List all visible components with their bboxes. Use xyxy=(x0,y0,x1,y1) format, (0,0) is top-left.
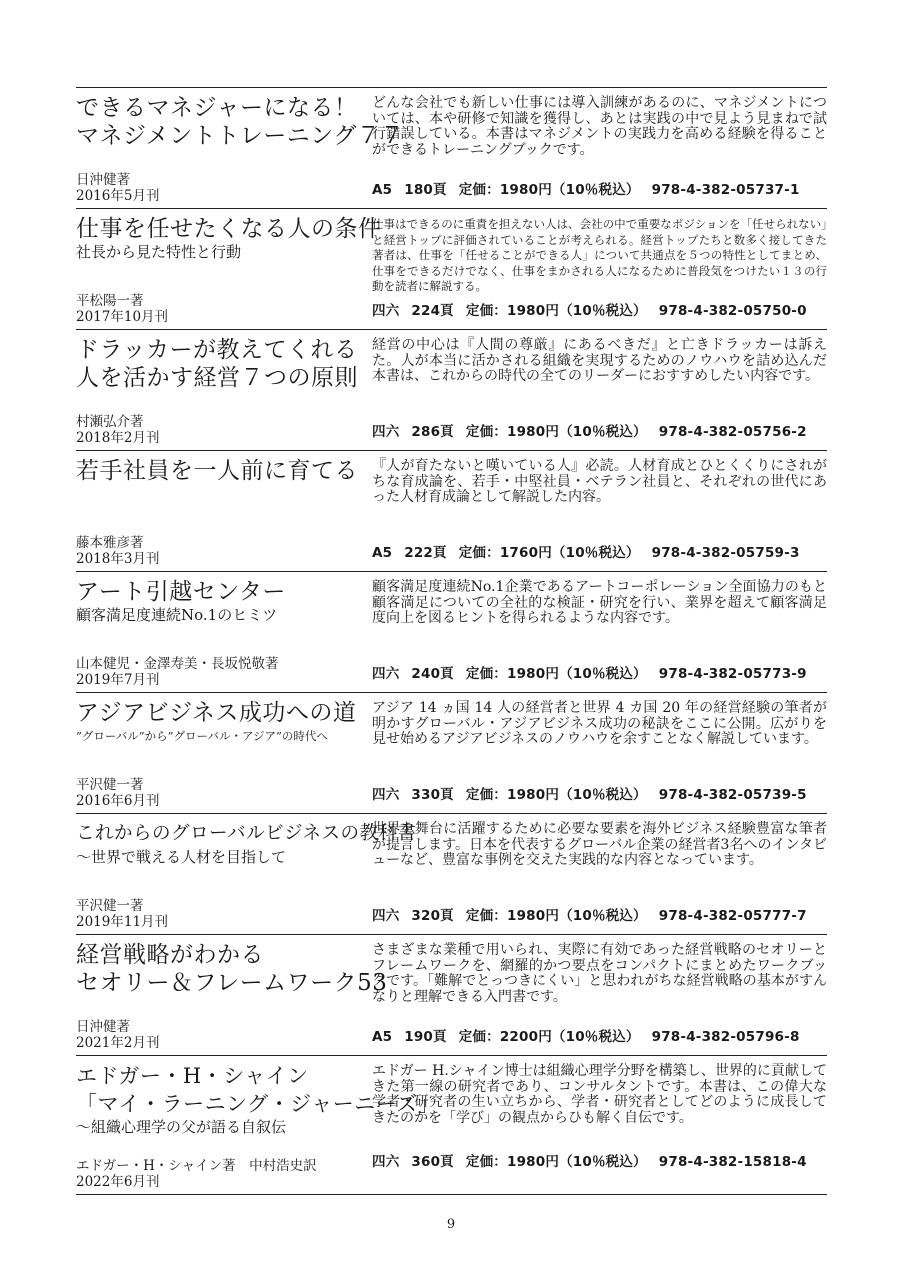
book-subtitle: ～組織心理学の父が語る自叙伝 xyxy=(76,1118,287,1136)
book-price: 定価：2200円（10％税込） xyxy=(458,1029,640,1045)
book-entry xyxy=(76,209,827,330)
book-pages: 360頁 xyxy=(411,1154,454,1170)
book-title: 若手社員を一人前に育てる xyxy=(76,458,358,484)
book-title: エドガー・H・シャイン 「マイ・ラーニング・ジャーニーズ」 xyxy=(76,1064,440,1116)
book-title: 経営戦略がわかる セオリー＆フレームワーク53 xyxy=(76,942,388,996)
book-info-block xyxy=(372,701,827,811)
book-date: 2019年7月刊 xyxy=(76,672,160,688)
book-price: 定価：1980円（10％税込） xyxy=(458,182,640,198)
book-format: 四六 xyxy=(372,908,400,924)
book-format: 四六 xyxy=(372,666,400,682)
book-spec xyxy=(372,1150,827,1170)
book-title: これからのグローバルビジネスの教科書 xyxy=(76,823,417,844)
book-price: 定価：1980円（10％税込） xyxy=(465,303,647,319)
book-entry xyxy=(76,935,827,1056)
book-pages: 286頁 xyxy=(411,424,454,440)
book-date: 2016年6月刊 xyxy=(76,793,160,809)
book-spec xyxy=(372,299,827,319)
book-title-block xyxy=(76,457,366,567)
book-title: アート引越センター xyxy=(76,579,286,605)
book-description: 経営の中心は『人間の尊厳』にあるべきだ』と亡きドラッカーは訴えた。人が本当に活かされる組織を実現するためのノウハウを詰め込んだ本書は、これからの時代の全てのリーダーにおすすめしたい内容です。 xyxy=(372,337,827,384)
book-author: エドガー・H・シャイン著 中村浩史訳 xyxy=(76,1158,317,1174)
book-description: 仕事はできるのに重責を担えない人は、会社の中で重要なポジションを「任せられない」と経営トップに評価されていることが考えられる。経営トップたちと数多く接してきた著者は、仕事を「任せることができる人」について共通点を５つの特性としてまとめ、仕事をできるだけでなく、仕事をまかされる人になるために普段気をつけたい１３の行動を読者に解説する。 xyxy=(372,217,827,293)
book-pages: 224頁 xyxy=(411,303,454,319)
book-description: どんな会社でも新しい仕事には導入訓練があるのに、マネジメントについては、本や研修で知識を獲得し、あとは実践の中で見よう見まねで試行錯誤している。本書はマネジメントの実践力を高める経験を得ることができるトレーニングブックです。 xyxy=(372,95,827,158)
book-isbn: 978-4-382-05756-2 xyxy=(658,424,807,440)
book-format: A5 xyxy=(372,182,393,198)
book-catalog-page xyxy=(76,87,827,1195)
book-subtitle: ”グローバル”から”グローバル・アジア”の時代へ xyxy=(76,729,328,743)
book-spec xyxy=(372,178,827,198)
book-spec xyxy=(372,904,827,924)
book-pages: 320頁 xyxy=(411,908,454,924)
book-description: 『人が育たないと嘆いている人』必読。人材育成とひとくくりにされがちな育成論を、若手・中堅社員・ベテラン社員と、それぞれの世代にあった人材育成論として解説した内容。 xyxy=(372,458,827,505)
book-info-block xyxy=(372,217,827,327)
book-title: アジアビジネス成功への道 xyxy=(76,700,357,726)
book-title: ドラッカーが教えてくれる 人を活かす経営７つの原則 xyxy=(76,337,358,391)
book-title: できるマネジャーになる！ マネジメントトレーニング７７ xyxy=(76,95,404,149)
book-spec xyxy=(372,420,827,440)
book-date: 2021年2月刊 xyxy=(76,1035,160,1051)
book-isbn: 978-4-382-05777-7 xyxy=(658,908,807,924)
book-format: 四六 xyxy=(372,787,400,803)
book-pages: 330頁 xyxy=(411,787,454,803)
book-info-block xyxy=(372,1064,827,1192)
book-price: 定価：1980円（10％税込） xyxy=(465,787,647,803)
book-author: 村瀬弘介著 xyxy=(76,414,144,430)
book-author: 平沢健一著 xyxy=(76,777,144,793)
book-description: 世界を舞台に活躍するために必要な要素を海外ビジネス経験豊富な筆者が提言します。日本を代表するグローバル企業の経営者3名へのインタビューなど、豊富な事例を交えた実践的な内容となっています。 xyxy=(372,821,827,868)
book-spec xyxy=(372,1025,827,1045)
book-price: 定価：1760円（10％税込） xyxy=(458,545,640,561)
book-entry xyxy=(76,814,827,935)
book-date: 2016年5月刊 xyxy=(76,188,160,204)
book-price: 定価：1980円（10％税込） xyxy=(465,666,647,682)
book-entry xyxy=(76,330,827,451)
book-author: 日沖健著 xyxy=(76,1019,130,1035)
book-isbn: 978-4-382-05737-1 xyxy=(651,182,800,198)
book-description: アジア 14 ヵ国 14 人の経営者と世界 4 カ国 20 年の経営経験の筆者が明かすグローバル・アジアビジネス成功の秘訣をここに公開。広がりを見せ始めるアジアビジネスのノウハウを余すことなく解説しています。 xyxy=(372,700,827,747)
book-info-block xyxy=(372,338,827,448)
book-info-block xyxy=(372,943,827,1053)
book-pages: 180頁 xyxy=(404,182,447,198)
book-date: 2018年3月刊 xyxy=(76,551,160,567)
book-spec xyxy=(372,783,827,803)
book-date: 2022年6月刊 xyxy=(76,1174,160,1190)
book-description: エドガー H.シャイン博士は組織心理学分野を構築し、世界的に貢献してきた第一線の研究者であり、コンサルタントです。本書は、この偉大な学者・研究者の生い立ちから、学者・研究者としてどのように成長してきたのかを「学び」の観点からひも解く自伝です。 xyxy=(372,1063,827,1126)
book-format: 四六 xyxy=(372,303,400,319)
book-date: 2018年2月刊 xyxy=(76,430,160,446)
book-isbn: 978-4-382-05739-5 xyxy=(658,787,807,803)
book-isbn: 978-4-382-05796-8 xyxy=(651,1029,800,1045)
book-price: 定価：1980円（10％税込） xyxy=(465,424,647,440)
book-description: さまざまな業種で用いられ、実際に有効であった経営戦略のセオリーとフレームワークを、網羅的かつ要点をコンパクトにまとめたワークブックです。「難解でとっつきにくい」と思われがちな経営戦略の基本がすんなりと理解できる入門書です。 xyxy=(372,942,827,1005)
book-date: 2019年11月刊 xyxy=(76,914,169,930)
book-isbn: 978-4-382-05759-3 xyxy=(651,545,800,561)
book-subtitle: ～世界で戦える人材を目指して xyxy=(76,848,287,866)
book-title: 仕事を任せたくなる人の条件 xyxy=(76,216,382,242)
book-entry xyxy=(76,451,827,572)
book-price: 定価：1980円（10％税込） xyxy=(465,908,647,924)
book-entry xyxy=(76,572,827,693)
book-info-block xyxy=(372,580,827,690)
book-spec xyxy=(372,662,827,682)
book-info-block xyxy=(372,459,827,569)
book-pages: 240頁 xyxy=(411,666,454,682)
book-format: A5 xyxy=(372,1029,393,1045)
book-author: 山本健児・金澤寿美・長坂悦敬著 xyxy=(76,656,279,672)
book-entry xyxy=(76,693,827,814)
page-number: 9 xyxy=(446,1217,456,1232)
book-isbn: 978-4-382-05773-9 xyxy=(658,666,807,682)
book-description: 顧客満足度連続No.1企業であるアートコーポレーション全面協力のもと顧客満足についての全社的な検証・研究を行い、業界を超えて顧客満足度向上を図るヒントを得られるような内容です。 xyxy=(372,579,827,626)
book-isbn: 978-4-382-15818-4 xyxy=(658,1154,807,1170)
book-format: 四六 xyxy=(372,424,400,440)
book-pages: 222頁 xyxy=(404,545,447,561)
book-author: 藤本雅彦著 xyxy=(76,535,144,551)
book-price: 定価：1980円（10％税込） xyxy=(465,1154,647,1170)
book-date: 2017年10月刊 xyxy=(76,309,169,325)
book-info-block xyxy=(372,96,827,206)
book-title-block xyxy=(76,699,366,809)
book-format: 四六 xyxy=(372,1154,400,1170)
book-subtitle: 顧客満足度連続No.1のヒミツ xyxy=(76,606,278,624)
book-title-block xyxy=(76,578,366,688)
book-entry xyxy=(76,88,827,209)
book-title-block xyxy=(76,336,366,446)
book-subtitle: 社長から見た特性と行動 xyxy=(76,243,242,261)
book-author: 平松陽一著 xyxy=(76,293,144,309)
book-info-block xyxy=(372,822,827,932)
book-pages: 190頁 xyxy=(404,1029,447,1045)
book-spec xyxy=(372,541,827,561)
book-author: 日沖健著 xyxy=(76,172,130,188)
book-isbn: 978-4-382-05750-0 xyxy=(658,303,807,319)
book-author: 平沢健一著 xyxy=(76,898,144,914)
book-format: A5 xyxy=(372,545,393,561)
book-entry xyxy=(76,1056,827,1195)
book-title-block xyxy=(76,215,382,325)
